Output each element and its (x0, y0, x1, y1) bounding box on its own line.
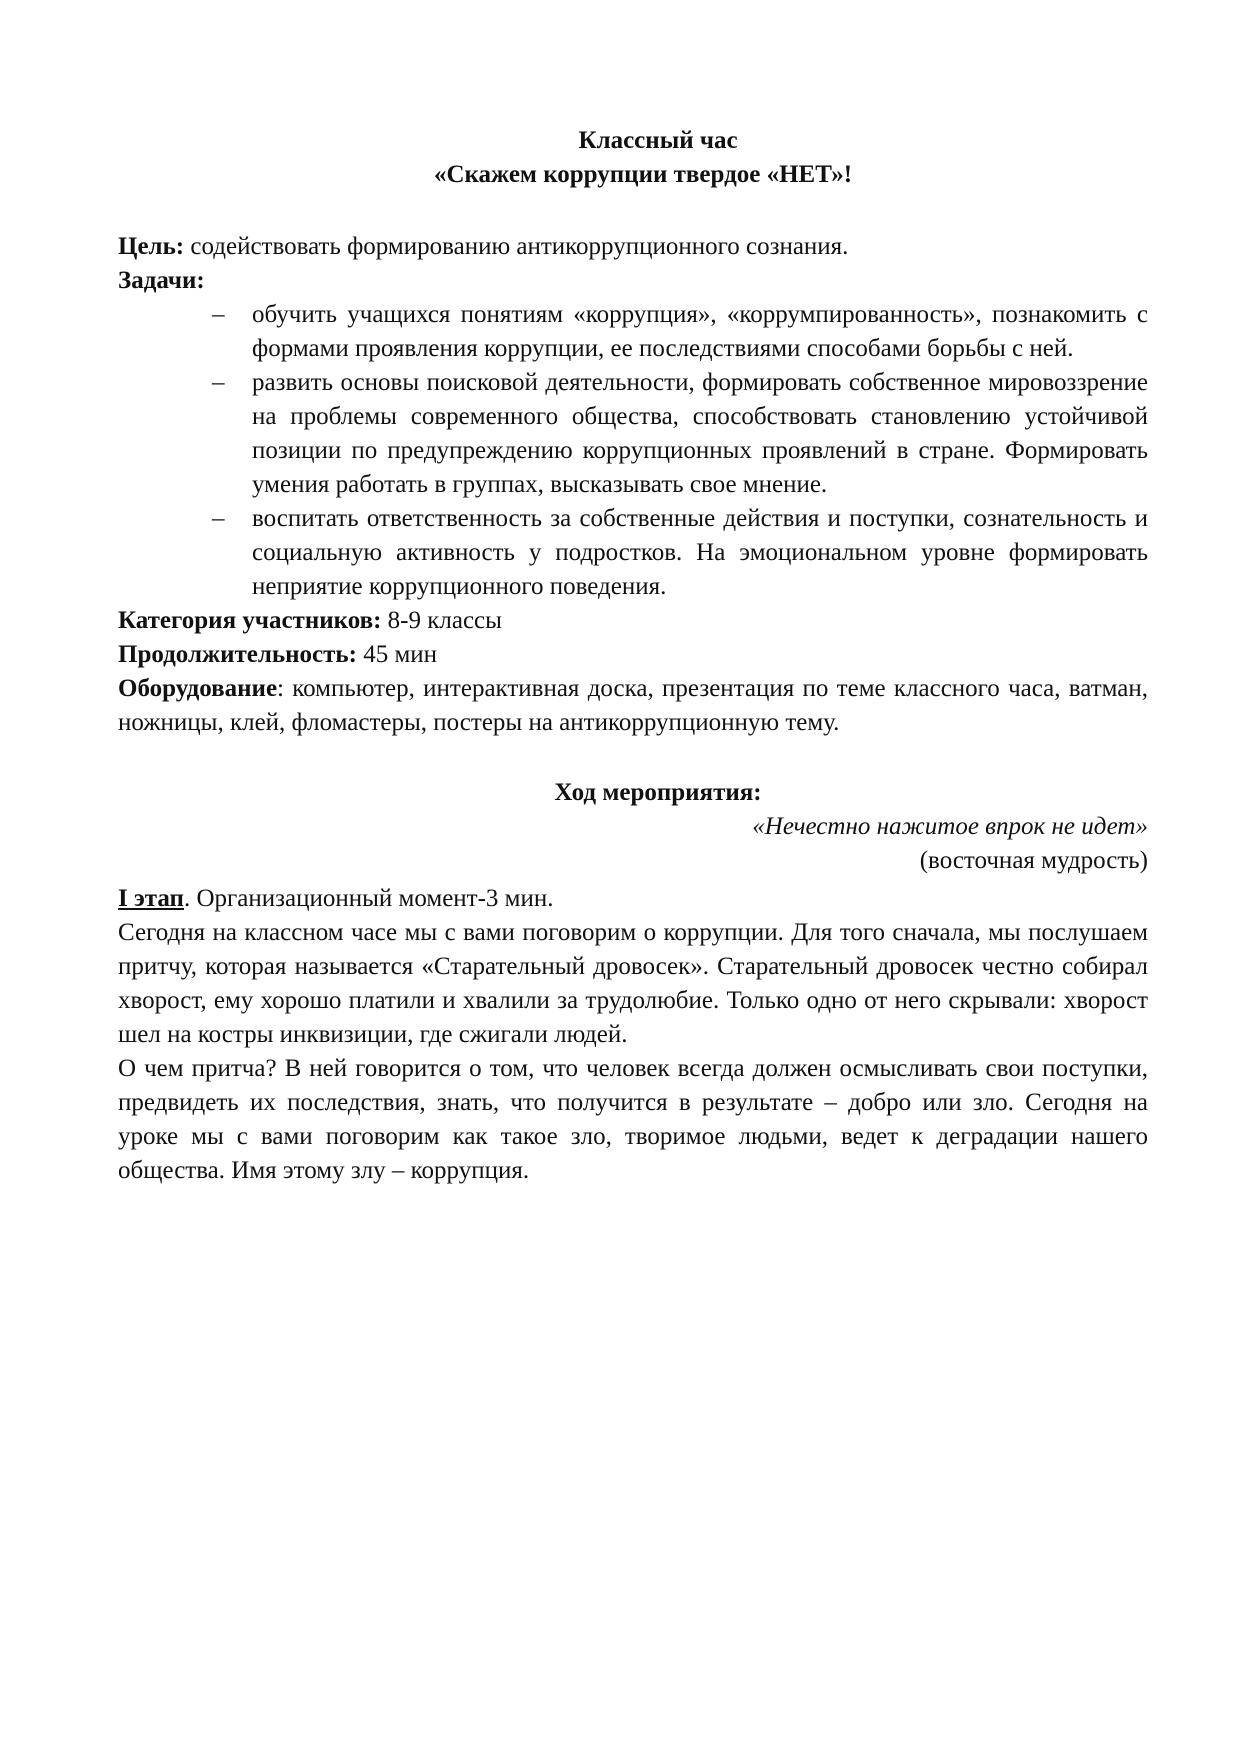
stage1-text: . Организационный момент-3 мин. (183, 885, 554, 912)
equipment-paragraph (118, 672, 1148, 740)
task-item (212, 366, 1148, 502)
stage1-paragraph-1: Сегодня на классном часе мы с вами поговорим о коррупции. Для того сначала, мы послушаем притчу, которая называется «Старательный дровосек». Старательный дровосек честно собирал хворост, ему хорошо платили и хвалили за трудолюбие. Только одно от него скрывали: хворост шел на костры инквизиции, где сжигали людей. (118, 919, 1148, 1048)
participants-text: 8-9 классы (381, 607, 502, 634)
participants-label: Категория участников: (118, 607, 382, 634)
tasks-list (118, 298, 1148, 604)
progress-heading: Ход мероприятия: (554, 779, 762, 806)
stage1-heading (118, 882, 1148, 916)
task-item (212, 502, 1148, 604)
title-spacer (118, 192, 1148, 230)
task-text: обучить учащихся понятиям «коррупция», «коррумпированность», познакомить с формами проявления коррупции, ее последствиями способами борьбы с ней. (252, 301, 1148, 362)
epigraph-source: (восточная мудрость) (919, 847, 1148, 874)
goal-paragraph (118, 230, 1148, 264)
task-text: развить основы поисковой деятельности, формировать собственное мировоззрение на проблемы современного общества, способствовать становлению устойчивой позиции по предупреждению коррупционных проявлений в стране. Формировать умения работать в группах, высказывать свое мнение. (252, 369, 1148, 498)
duration-label: Продолжительность: (118, 641, 357, 668)
participants-paragraph (118, 604, 1148, 638)
dash-marker: – (212, 505, 225, 532)
dash-marker: – (212, 301, 225, 328)
task-item (212, 298, 1148, 366)
equipment-label: Оборудование (118, 675, 278, 702)
duration-paragraph (118, 638, 1148, 672)
tasks-label: Задачи: (118, 267, 205, 294)
stage1-paragraph-2: О чем притча? В ней говорится о том, что человек всегда должен осмысливать свои поступки, предвидеть их последствия, знать, что получится в результате – добро или зло. Сегодня на уроке мы с вами поговорим как такое зло, творимое людьми, ведет к деградации нашего общества. Имя этому злу – коррупция. (118, 1055, 1148, 1184)
dash-marker: – (212, 369, 225, 396)
task-text: воспитать ответственность за собственные действия и поступки, сознательность и социальную активность у подростков. На эмоциональном уровне формировать неприятие коррупционного поведения. (252, 505, 1148, 600)
epigraph-quote: «Нечестно нажитое впрок не идет» (752, 813, 1148, 840)
equipment-text: : компьютер, интерактивная доска, презентация по теме классного часа, ватман, ножницы, клей, фломастеры, постеры на антикоррупционную тему. (118, 675, 1148, 736)
duration-text: 45 мин (356, 641, 438, 668)
stage1-label: I этап (118, 885, 184, 912)
goal-text: содействовать формированию антикоррупционного сознания. (184, 233, 849, 260)
document-title-line2: «Скажем коррупции твердое «НЕТ»! (433, 161, 853, 188)
goal-label: Цель: (118, 233, 185, 260)
document-content (118, 124, 1148, 1188)
document-title-line1: Классный час (578, 127, 738, 154)
